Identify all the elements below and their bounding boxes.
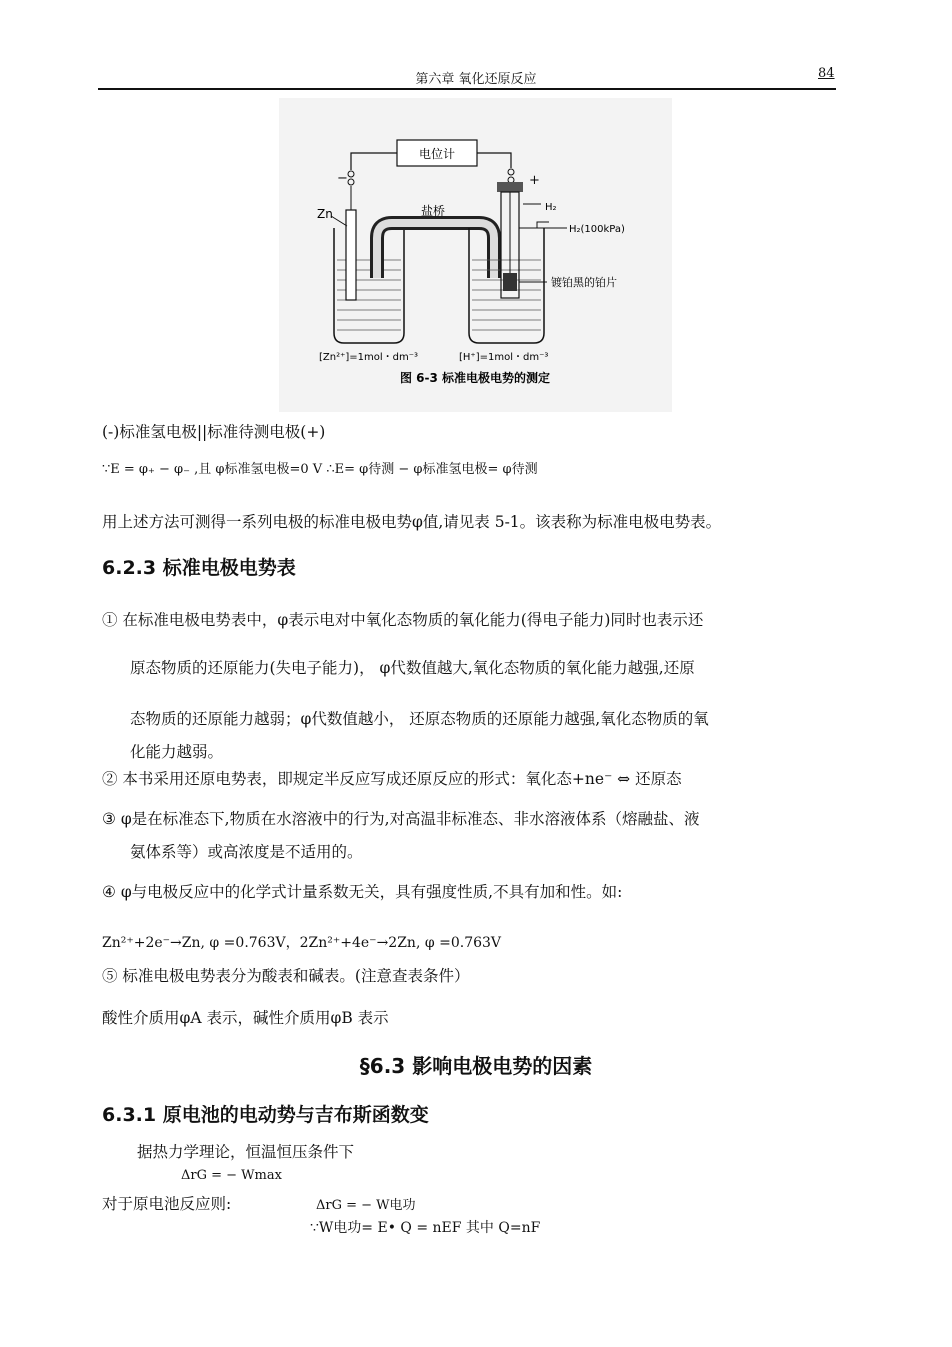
item-2: ② 本书采用还原电势表，即规定半反应写成还原反应的形式：氧化态+ne⁻ ⇔ 还原态: [102, 770, 682, 788]
clip-left: [348, 171, 354, 177]
item-3-line-2: 氨体系等）或高浓度是不适用的。: [130, 843, 363, 861]
header-rule: [98, 88, 836, 90]
clip-right: [508, 169, 514, 175]
item-5: ⑤ 标准电极电势表分为酸表和碱表。(注意查表条件）: [102, 967, 470, 985]
h2-label: H₂: [545, 202, 557, 213]
wire-right: [477, 153, 511, 168]
equation-g-max: ΔrG = − Wmax: [181, 1168, 282, 1183]
stopper: [497, 182, 523, 192]
item-1-line-3: 态物质的还原能力越弱；φ代数值越小， 还原态物质的还原能力越强,氧化态物质的氧: [130, 710, 709, 728]
h-conc-label: [H⁺]=1mol・dm⁻³: [459, 352, 549, 363]
item-1-line-1: ① 在标准电极电势表中，φ表示电对中氧化态物质的氧化能力(得电子能力)同时也表示还: [102, 611, 704, 629]
reaction-example: Zn²⁺+2e⁻→Zn, φ =0.763V，2Zn²⁺+4e⁻→2Zn, φ =0.763V: [102, 935, 502, 951]
cell-reaction-label: 对于原电池反应则:: [102, 1195, 232, 1213]
heading-6-3-1: 6.3.1 原电池的电动势与吉布斯函数变: [102, 1104, 429, 1126]
equation-w: ∵W电功= E• Q = nEF 其中 Q=nF: [310, 1220, 541, 1236]
item-4: ④ φ与电极反应中的化学式计量系数无关，具有强度性质,不具有加和性。如:: [102, 883, 623, 901]
item-1-line-2: 原态物质的还原能力(失电子能力)， φ代数值越大,氧化态物质的氧化能力越强,还原: [130, 659, 695, 677]
chapter-title: 第六章 氧化还原反应: [415, 72, 537, 87]
minus-sign: −: [337, 171, 348, 186]
meter-label: 电位计: [418, 147, 456, 161]
platinum-label: 镀铂黑的铂片: [551, 276, 617, 289]
acid-base-notation: 酸性介质用φA 表示，碱性介质用φB 表示: [102, 1009, 389, 1027]
section-6-3: §6.3 影响电极电势的因素: [359, 1054, 593, 1078]
heading-6-2-3: 6.2.3 标准电极电势表: [102, 557, 296, 579]
item-3-line-1: ③ φ是在标准态下,物质在水溶液中的行为,对高温非标准态、非水溶液体系（熔融盐、液: [102, 810, 700, 828]
wire-left: [351, 153, 397, 170]
equation-g-work: ΔrG = − W电功: [316, 1198, 416, 1213]
zn-electrode: [346, 210, 356, 300]
page-number: 84: [818, 66, 835, 81]
equation-e: ∵E = φ₊ − φ₋ ,且 φ标准氢电极=0 V ∴E= φ待测 − φ标准氢电极= φ待测: [102, 462, 538, 477]
apparatus-diagram: [279, 98, 672, 412]
pt-plate: [503, 273, 517, 291]
figure-caption: 图 6-3 标准电极电势的测定: [399, 371, 551, 385]
electrode-potential-figure: [279, 98, 672, 412]
zn-conc-label: [Zn²⁺]=1mol・dm⁻³: [319, 352, 419, 363]
zn-label: Zn: [317, 207, 333, 221]
thermo-statement: 据热力学理论，恒温恒压条件下: [137, 1143, 355, 1161]
h2-pressure-label: H₂(100kPa): [569, 224, 625, 235]
plus-sign: +: [529, 173, 540, 188]
bridge-label: 盐桥: [421, 204, 446, 218]
cell-notation: (-)标准氢电极||标准待测电极(+): [102, 423, 326, 441]
left-beaker: [334, 228, 404, 343]
paragraph-method: 用上述方法可测得一系列电极的标准电极电势φ值,请见表 5-1。该表称为标准电极电势表。: [102, 513, 722, 531]
item-1-line-4: 化能力越弱。: [130, 743, 224, 761]
